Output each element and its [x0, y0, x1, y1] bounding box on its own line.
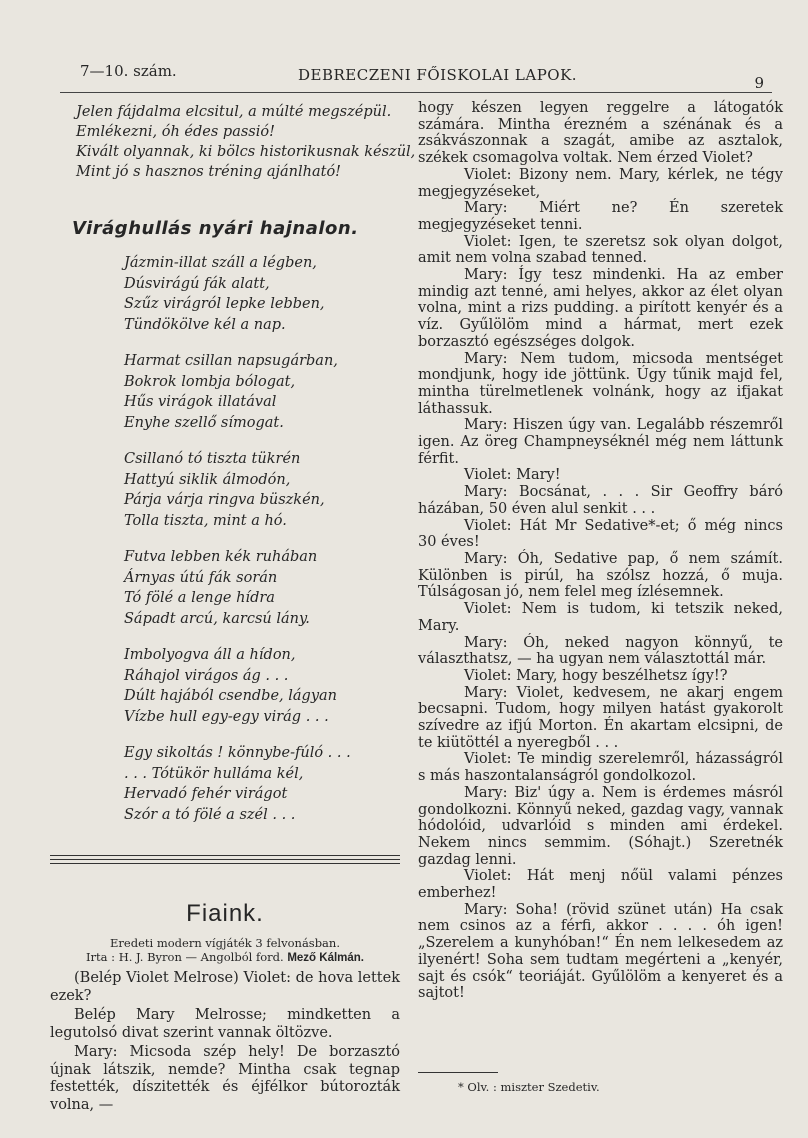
poem-line: Hűs virágok illatával [124, 394, 277, 410]
play-paragraph: Violet: Bizony nem. Mary, kérlek, ne tégy megjegyzéseket, [418, 166, 783, 200]
play-paragraph: Mary: Óh, neked nagyon könnyű, te választhatsz, — ha ugyan nem választottál már. [418, 634, 783, 668]
play-paragraph: Violet: Te mindig szerelemről, házasságról s más haszontalanságról gondolkozol. [418, 751, 783, 785]
footnote-rule [418, 1072, 498, 1073]
play-text-left [50, 970, 400, 1116]
play-translator: Mező Kálmán. [287, 952, 364, 964]
poem-line: Vízbe hull egy-egy virág . . . [124, 708, 329, 725]
poem-stanza [124, 449, 400, 531]
poem-line: Hervadó fehér virágot [124, 786, 288, 802]
poem-line: Tündökölve kél a nap. [124, 316, 286, 333]
play-paragraph: Belép Mary Melrosse; mindketten a legutolsó divat szerint vannak öltözve. [50, 1007, 400, 1041]
poem-line: Ráhajol virágos ág . . . [124, 667, 289, 684]
play-paragraph: Violet: Hát menj nőül valami pénzes emberhez! [418, 868, 783, 902]
issue-number: 7—10. szám. [80, 62, 177, 80]
poem-line: Enyhe szellő símogat. [124, 414, 284, 431]
play-paragraph: Mary: Hiszen úgy van. Legalább részemről igen. Az öreg Champneyséknél még nem láttunk férfit. [418, 417, 783, 467]
play-paragraph: Mary: Bocsánat, . . . Sir Geoffry báró házában, 50 éven alul senkit . . . [418, 484, 783, 517]
poem-stanza [124, 253, 400, 335]
play-genre: Eredeti modern vígjáték 3 felvonásban. [110, 936, 340, 950]
page-header [60, 62, 772, 93]
poem-line: Párja várja ringva büszkén, [124, 492, 325, 508]
poem-stanza [124, 351, 400, 433]
poem-line: Szór a tó fölé a szél . . . [124, 806, 296, 823]
poem-stanza [124, 645, 400, 727]
poem-stanza [124, 743, 400, 825]
poem-title: Virághullás nyári hajnalon. [72, 218, 359, 239]
poem-line: Árnyas útú fák során [124, 569, 278, 586]
play-paragraph: Mary: Micsoda szép hely! De borzasztó újnak látszik, nemde? Mintha csak tegnap festették, díszitették és éjfélkor bútorozták volna, — [50, 1044, 400, 1113]
play-credits [50, 950, 400, 965]
intro-line: Emlékezni, óh édes passió! [76, 124, 275, 140]
play-text-right [418, 100, 783, 1002]
poem-line: Bokrok lombja bólogat, [124, 373, 296, 390]
poem-line: . . . Tótükör hulláma kél, [124, 765, 304, 782]
poem-line: Dúlt hajából csendbe, lágyan [124, 688, 338, 704]
poem-line: Harmat csillan napsugárban, [124, 353, 338, 369]
play-paragraph: Mary: Violet, kedvesem, ne akarj engem becsapni. Tudom, hogy milyen hatást gyakorolt szívedre az ifjú Morton. Én akartam elcsipni, de te kiütöttél a nyeregből . . . [418, 684, 783, 751]
play-paragraph: Mary: Óh, Sedative pap, ő nem számít. Különben is pirúl, ha szólsz hozzá, ő muja. Túlságosan jó, nem felel meg ízlésemnek. [418, 550, 783, 601]
poem-line: Csillanó tó tiszta tükrén [124, 451, 301, 467]
play-paragraph: Mary: Nem tudom, micsoda mentséget mondjunk, hogy ide jöttünk. Úgy tűnik majd fel, mintha türelmetlenek volnánk, hogy az ifjakat láthassuk. [418, 350, 783, 417]
play-paragraph: Violet: Igen, te szeretsz sok olyan dolgot, amit nem volna szabad tenned. [418, 233, 783, 267]
play-paragraph: Mary: Biz' úgy a. Nem is érdemes másról gondolkozni. Könnyű neked, gazdag vagy, vannak hódolóid, udvarlóid s minden ami érdekel. Nekem nincs semmim. (Sóhajt.) Szeretnék gazdag lenni. [418, 784, 783, 868]
intro-line: Kivált olyannak, ki bölcs historikusnak készül, [76, 144, 416, 160]
intro-line: Mint jó s hasznos tréning ajánlható! [76, 164, 342, 180]
poem-line: Tolla tiszta, mint a hó. [124, 512, 287, 529]
poem-line: Jázmin-illat száll a légben, [124, 255, 317, 271]
poem-line: Sápadt arcú, karcsú lány. [124, 610, 310, 627]
journal-title: DEBRECZENI FŐISKOLAI LAPOK. [298, 66, 578, 84]
poem-line: Futva lebben kék ruhában [124, 549, 318, 565]
play-subtitle [50, 936, 400, 965]
play-paragraph: Violet: Nem is tudom, ki tetszik neked, Mary. [418, 601, 783, 634]
page-number: 9 [754, 74, 764, 92]
left-column [50, 100, 416, 1130]
right-column [418, 100, 783, 1130]
play-paragraph: Violet: Mary, hogy beszélhetsz így!? [464, 667, 728, 684]
play-title: Fiaink. [186, 900, 264, 927]
play-paragraph: Mary: Soha! (rövid szünet után) Ha csak nem csinos az a férfi, akkor . . . . óh igen! „Szerelem a kunyhóban!“ Én nem lelkesedem az ilyenért! Soha sem tudtam megérteni a „kenyér, sajt és csók“ teoriáját. Gyűlölöm a kenyeret és a sajtot! [418, 901, 783, 1002]
play-paragraph: Mary: Miért ne? Én szeretek megjegyzéseket tenni. [418, 200, 783, 233]
poem-line: Szűz virágról lepke lebben, [124, 296, 325, 312]
poem-line: Hattyú siklik álmodón, [124, 471, 291, 488]
intro-line: Jelen fájdalma elcsitul, a múlté megszépül. [76, 104, 392, 120]
section-divider [50, 855, 400, 867]
play-paragraph: hogy készen legyen reggelre a látogatók számára. Mintha érezném a szénának és a zsákvászonnak a szagát, amibe az asztalok, székek csomagolva voltak. Nem érzed Violet? [418, 100, 783, 167]
play-paragraph: Violet: Mary! [464, 467, 561, 484]
footnote: * Olv. : miszter Szedetiv. [458, 1080, 600, 1094]
play-paragraph: Mary: Így tesz mindenki. Ha az ember mindig azt tenné, ami helyes, akkor az élet olyan volna, mint a rizs pudding. a pirított kenyér és a víz. Gyűlölöm mind a hármat, mert ezek borzasztó egészséges dolgok. [418, 267, 783, 350]
play-paragraph: (Belép Violet Melrose) Violet: de hova lettek ezek? [50, 970, 400, 1004]
poem-line: Egy sikoltás ! könnybe-fúló . . . [124, 745, 351, 761]
poem-line: Imbolyogva áll a hídon, [124, 647, 296, 663]
poem-line: Dúsvirágú fák alatt, [124, 275, 270, 292]
play-author: Irta : H. J. Byron — Angolból ford. [86, 950, 284, 964]
intro-verse [76, 102, 416, 182]
poem-stanza [124, 547, 400, 629]
poem-line: Tó fölé a lenge hídra [124, 590, 275, 606]
play-paragraph: Violet: Hát Mr Sedative*-et; ő még nincs 30 éves! [418, 517, 783, 551]
